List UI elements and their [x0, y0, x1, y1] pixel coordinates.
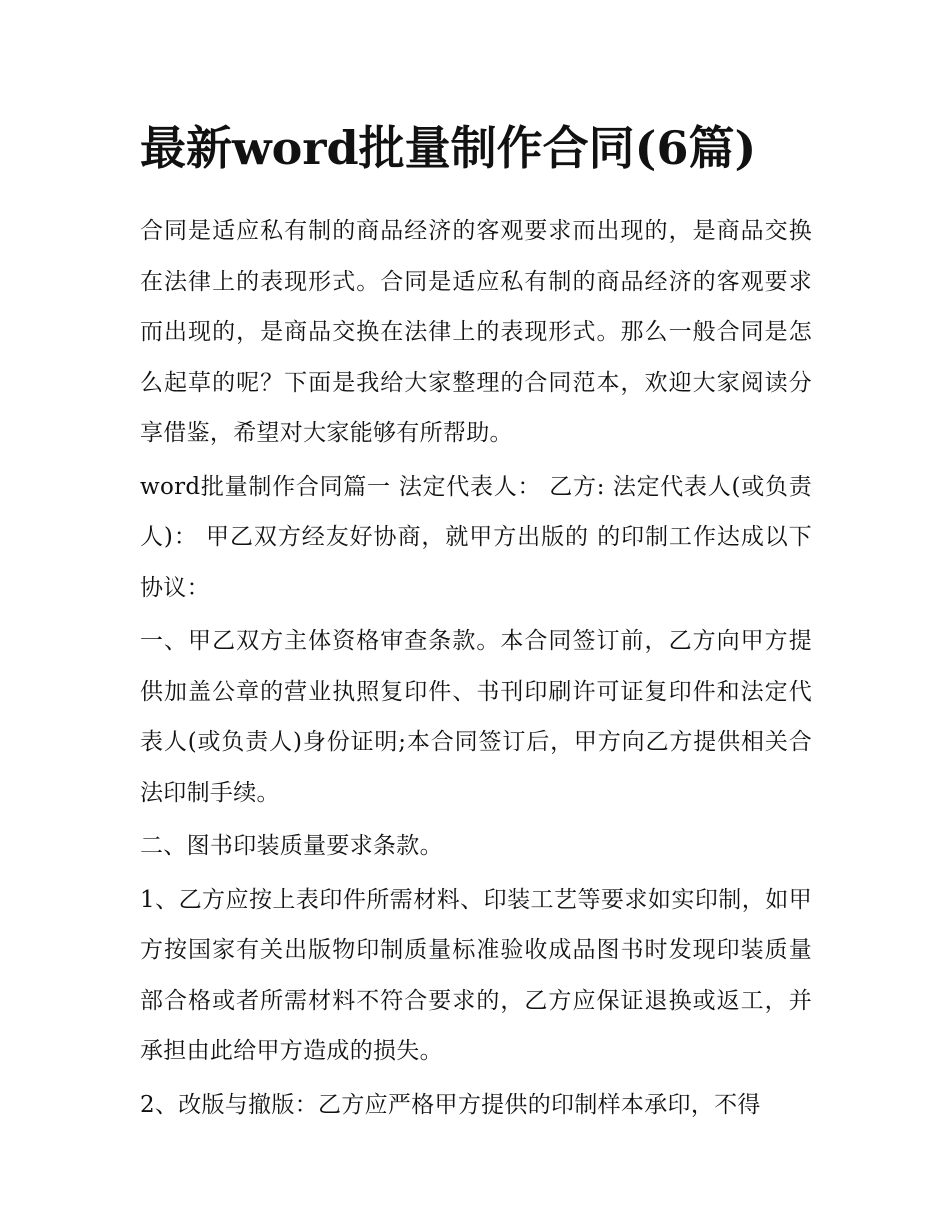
contract-one-heading-paragraph: word批量制作合同篇一 法定代表人： 乙方: 法定代表人(或负责人)： 甲乙双方经友好协商，就甲方出版的 的印制工作达成以下协议：: [140, 473, 812, 601]
document-body: [140, 116, 812, 1133]
clause-one-paragraph: 一、甲乙双方主体资格审查条款。本合同签订前，乙方向甲方提供加盖公章的营业执照复印件、书刊印刷许可证复印件和法定代表人(或负责人)身份证明;本合同签订后，甲方向乙方提供相关合法印制手续。: [140, 628, 812, 806]
clause-two-heading-paragraph: 二、图书印装质量要求条款。: [140, 833, 443, 859]
document-title: 最新word批量制作合同(6篇): [140, 121, 757, 175]
intro-paragraph: 合同是适应私有制的商品经济的客观要求而出现的，是商品交换在法律上的表现形式。合同是适应私有制的商品经济的客观要求而出现的，是商品交换在法律上的表现形式。那么一般合同是怎么起草的呢？下面是我给大家整理的合同范本，欢迎大家阅读分享借鉴，希望对大家能够有所帮助。: [140, 218, 812, 446]
clause-two-item-two-paragraph: 2、改版与撤版：乙方应严格甲方提供的印制样本承印，不得: [140, 1091, 761, 1118]
clause-two-item-one-paragraph: 1、乙方应按上表印件所需材料、印装工艺等要求如实印制，如甲方按国家有关出版物印制质量标准验收成品图书时发现印装质量部合格或者所需材料不符合要求的，乙方应保证退换或返工，并承担由此给甲方造成的损失。: [140, 886, 812, 1064]
